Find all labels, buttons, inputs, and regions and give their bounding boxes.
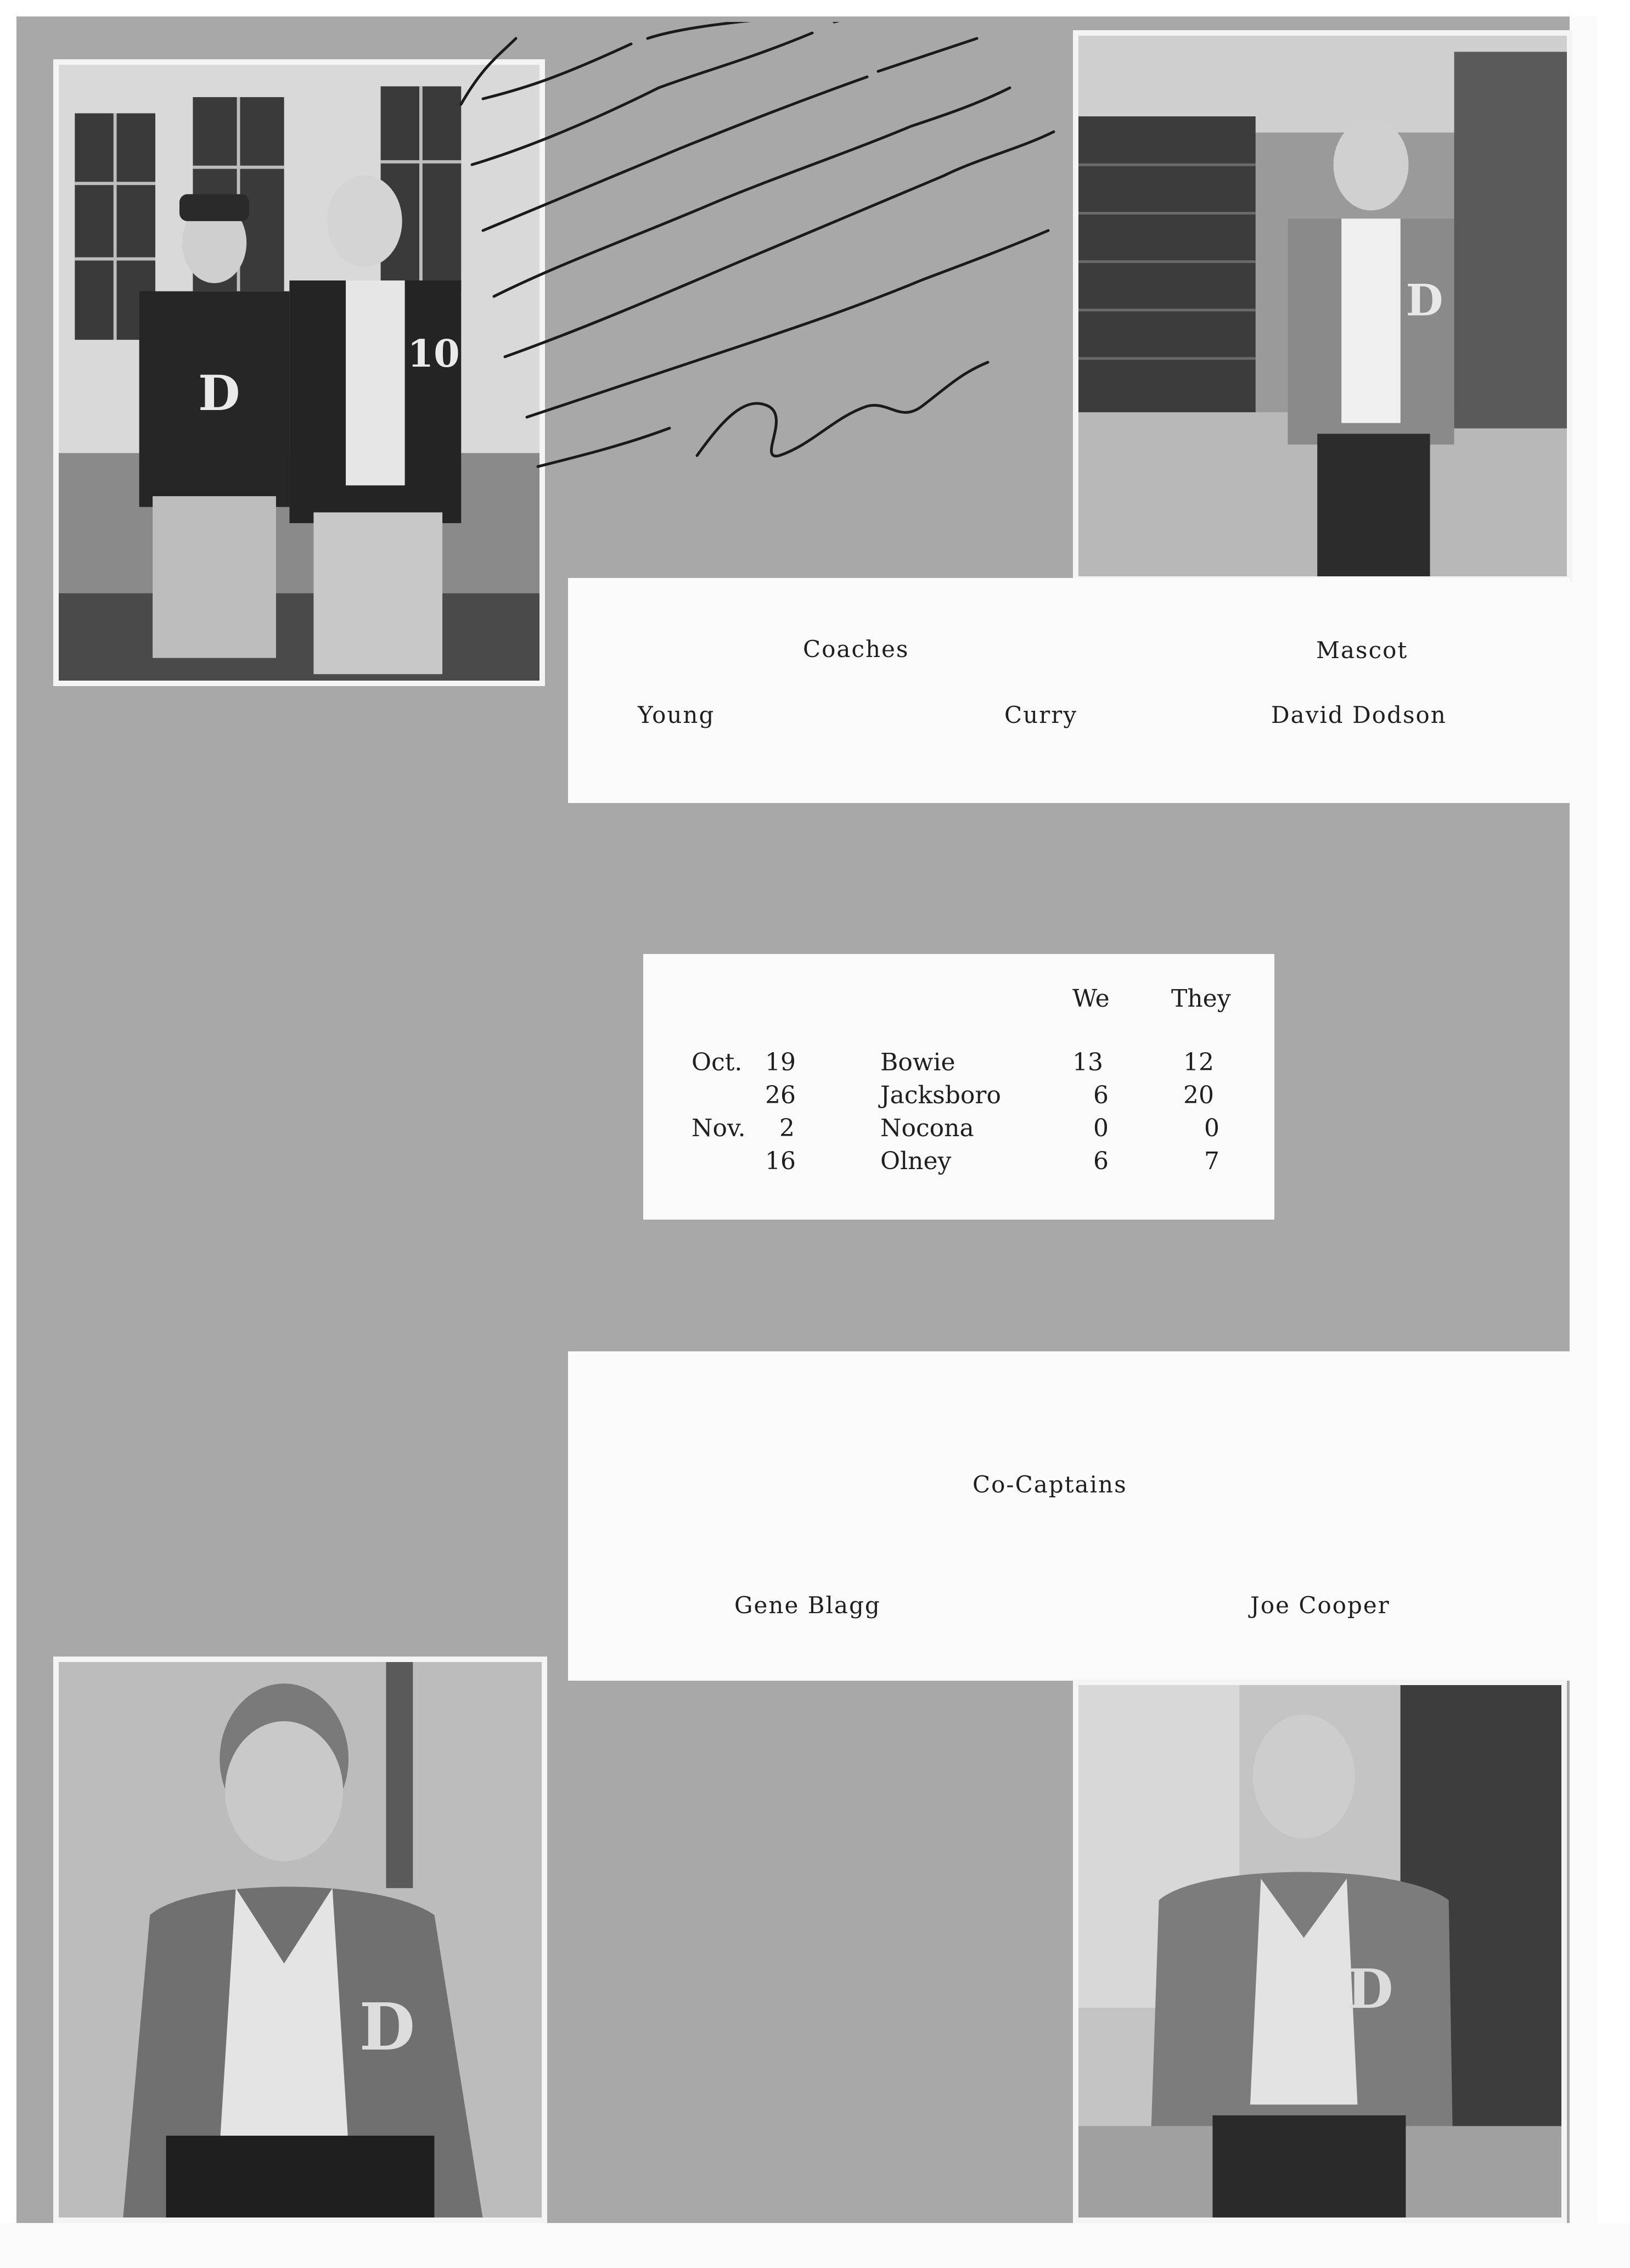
co-captains-panel bbox=[568, 1351, 1570, 1681]
mascot-heading: Mascot bbox=[1316, 637, 1408, 664]
co-captains-heading: Co-Captains bbox=[973, 1471, 1127, 1498]
joe-cooper-photo bbox=[1073, 1680, 1567, 2223]
game-opponent: Olney bbox=[880, 1147, 952, 1175]
game-opponent: Jacksboro bbox=[880, 1081, 1001, 1109]
game-month: Nov. bbox=[692, 1114, 746, 1142]
game-score-we: 6 bbox=[1093, 1081, 1109, 1109]
mascot-photo bbox=[1073, 30, 1572, 582]
game-score-we: 6 bbox=[1093, 1147, 1109, 1175]
game-opponent: Bowie bbox=[880, 1048, 955, 1076]
coaches-heading: Coaches bbox=[803, 636, 909, 663]
co-captain-name-cooper: Joe Cooper bbox=[1250, 1592, 1390, 1619]
schedule-table bbox=[643, 954, 1274, 1220]
game-day: 2 bbox=[779, 1114, 795, 1142]
coach-name-curry: Curry bbox=[1004, 701, 1078, 728]
svg-text:10: 10 bbox=[407, 332, 460, 377]
game-opponent: Nocona bbox=[880, 1114, 974, 1142]
svg-text:D: D bbox=[1346, 1957, 1393, 2021]
bottom-margin bbox=[0, 2223, 1630, 2268]
co-captain-name-blagg: Gene Blagg bbox=[734, 1592, 881, 1619]
svg-text:D: D bbox=[1406, 275, 1443, 326]
svg-text:D: D bbox=[359, 1989, 415, 2065]
game-score-they: 12 bbox=[1183, 1048, 1214, 1076]
game-score-they: 0 bbox=[1204, 1114, 1219, 1142]
game-score-they: 20 bbox=[1183, 1081, 1214, 1109]
game-day: 16 bbox=[765, 1147, 796, 1175]
schedule-header-we: We bbox=[1072, 985, 1110, 1013]
gene-blagg-photo bbox=[53, 1657, 547, 2223]
game-score-we: 0 bbox=[1093, 1114, 1109, 1142]
game-day: 19 bbox=[765, 1048, 796, 1076]
coach-name-young: Young bbox=[638, 701, 715, 728]
mascot-name: David Dodson bbox=[1271, 701, 1447, 728]
game-month: Oct. bbox=[692, 1048, 743, 1076]
schedule-header-they: They bbox=[1171, 985, 1231, 1013]
svg-text:D: D bbox=[198, 364, 240, 422]
game-day: 26 bbox=[765, 1081, 796, 1109]
game-score-they: 7 bbox=[1204, 1147, 1219, 1175]
game-score-we: 13 bbox=[1072, 1048, 1103, 1076]
right-margin bbox=[1570, 16, 1597, 2223]
coaches-mascot-panel bbox=[568, 578, 1570, 803]
handwritten-note bbox=[450, 22, 1136, 472]
